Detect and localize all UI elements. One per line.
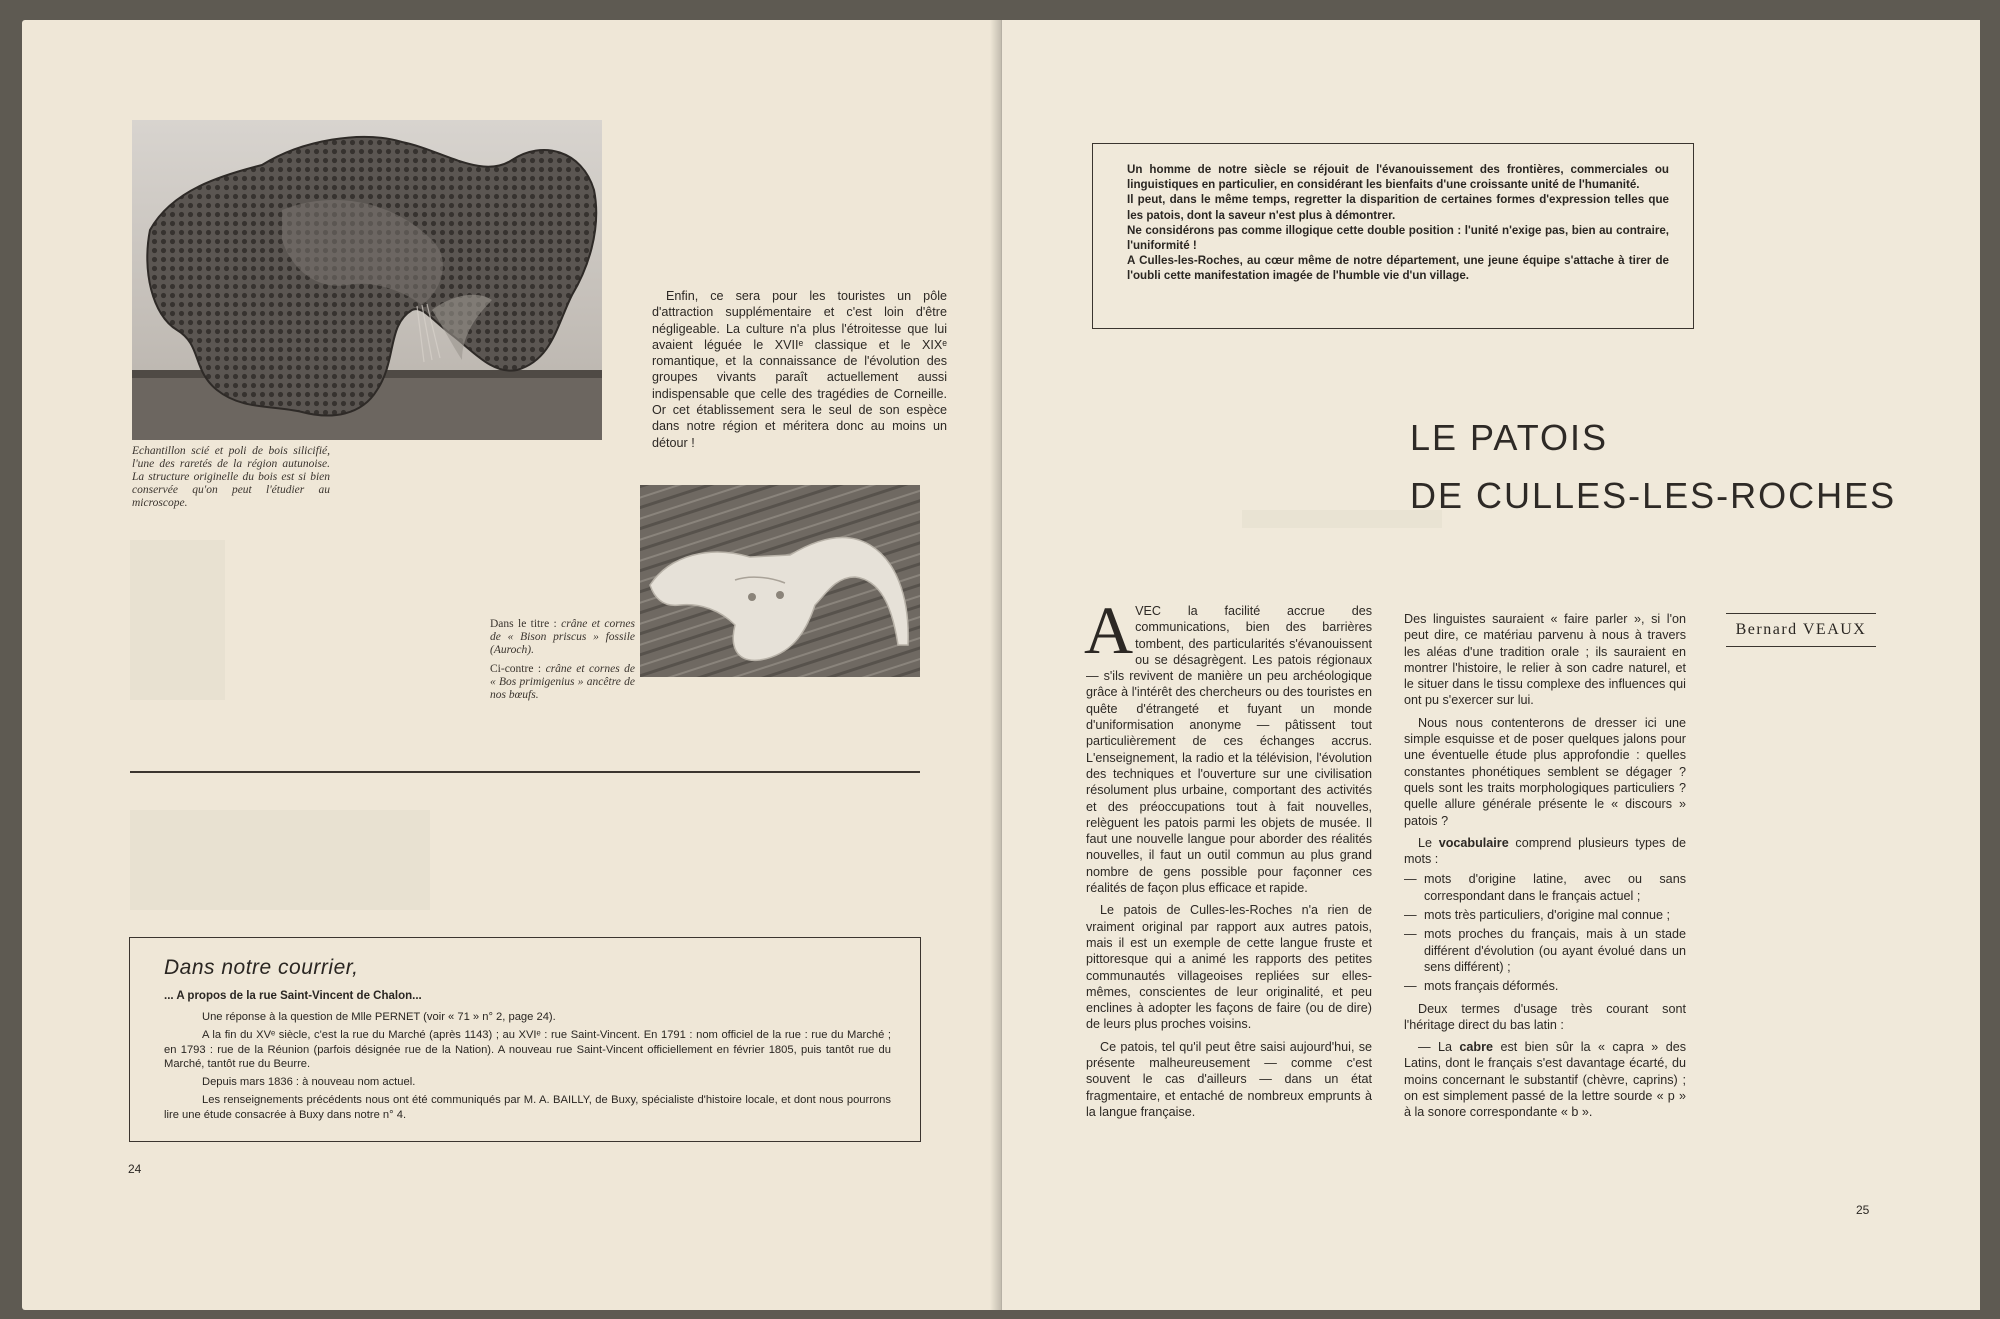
photo2-caption-contre-prefix: Ci-contre :: [490, 663, 542, 675]
col1-p1: [1084, 592, 1372, 896]
list-item: — mots d'origine latine, avec ou sans correspondant dans le français actuel ;: [1404, 871, 1686, 904]
author-name: Bernard VEAUX: [1735, 621, 1867, 638]
col2-p4: Deux termes d'usage très courant sont l'héritage direct du bas latin :: [1404, 1001, 1686, 1032]
courrier-box: [129, 937, 921, 1142]
courrier-p1: Une réponse à la question de Mlle PERNET (voir « 71 » n° 2, page 24).: [202, 1011, 556, 1023]
col2-p5: [1404, 1039, 1686, 1120]
intro-box-text: [1127, 162, 1669, 284]
page-number-right: 25: [1856, 1203, 1870, 1217]
courrier-subheading: ... A propos de la rue Saint-Vincent de Chalon...: [164, 990, 422, 1002]
show-through-mark: [130, 810, 430, 910]
petrified-wood-photo: [132, 120, 602, 440]
photo2-caption-contre: [490, 663, 635, 702]
skull-horns-photo: [640, 485, 920, 677]
section-divider: [130, 771, 920, 773]
col1-p3: Ce patois, tel qu'il peut être saisi aujourd'hui, se présente malheureusement — comme c'est souvent le cas d'ailleurs — dans un état fragmentaire, et entaché de nombreux emprunts à la langue française.: [1086, 1039, 1372, 1119]
photo2-caption-title-rest: crâne et cornes de « Bison priscus » fossile (Auroch).: [490, 618, 635, 656]
col1-p2: Le patois de Culles-les-Roches n'a rien de vraiment original par rapport aux autres patois, mais il est un exemple de cette langue fruste et pittoresque qui a animé les rapports des petites communautés villageoises repliées sur elles-mêmes, conscientes de leur originalité, et peu enclines à adopter les façons de faire (ou de dire) de leurs plus proches voisins.: [1086, 903, 1372, 1032]
intro-paragraph: [652, 288, 947, 451]
courrier-p3: Depuis mars 1836 : à nouveau nom actuel.: [202, 1076, 416, 1089]
list-item: — mots proches du français, mais à un stade différent d'évolution (ou ayant évolué dans un sens différent) ;: [1404, 926, 1686, 975]
right-page: [1002, 20, 1980, 1310]
photo2-caption-title: [490, 618, 635, 657]
intro-box-p4: A Culles-les-Roches, au cœur même de notre département, une jeune équipe s'attache à tirer de l'oubli cette manifestation imagée de l'humble vie d'un village.: [1127, 254, 1669, 283]
courrier-body: [164, 1010, 891, 1122]
article-title-line1: LE PATOIS: [1410, 417, 1609, 458]
drop-cap: A: [1084, 592, 1134, 668]
intro-box-p2: Il peut, dans le même temps, regretter la disparition de certaines formes d'expression telles que les patois, dont la saveur n'est plus à démontrer.: [1127, 193, 1669, 222]
col2-p5-before: — La: [1418, 1040, 1453, 1055]
article-title-line2: DE CULLES-LES-ROCHES: [1410, 475, 1897, 516]
intro-paragraph-text: Enfin, ce sera pour les touristes un pôle d'attraction supplémentaire et c'est loin d'être négligeable. La culture n'a plus l'étroitesse que lui avaient léguée le XVIIᵉ classique et le XIXᵉ romantique, et la connaissance de l'évolution des groupes vivants paraît actuellement aussi indispensable que celle des tragédies de Corneille. Or cet établissement sera le seul de son espèce dans notre région et méritera donc au moins un détour !: [652, 289, 947, 450]
col2-vocabulaire: vocabulaire: [1438, 835, 1509, 850]
show-through-mark: [130, 540, 225, 700]
col2-p2: Nous nous contenterons de dresser ici une simple esquisse et de poser quelques jalons pour une éventuelle étude plus approfondie : quelles constantes phonétiques semblent se dégager ? quels sont les traits morphologiques particuliers ? quelle allure générale présente le « discours » patois ?: [1404, 715, 1686, 828]
col2-p5-after: est bien sûr la « capra » des Latins, dont le français s'est davantage écarté, du moins concernant le substantif (chèvre, caprins) ; on est simplement passé de la lettre sourde « p » à la sonore correspondante « b ».: [1404, 1040, 1686, 1120]
list-item: — mots très particuliers, d'origine mal connue ;: [1404, 907, 1686, 923]
photo2-caption-contre-rest: crâne et cornes de « Bos primigenius » ancêtre de nos bœufs.: [490, 663, 636, 701]
courrier-p2: A la fin du XVᵉ siècle, c'est la rue du Marché (après 1143) ; au XVIᵉ : rue Saint-Vincent. En 1791 : nom officiel de la rue : rue du Marché ; en 1793 : rue de la Réunion (parfois désignée rue de la Nation). A nouveau rue Saint-Vincent officiellement en février 1805, puis tantôt rue du Marché, tantôt rue du Beurre.: [164, 1029, 891, 1070]
col2-p3-after: comprend plusieurs types de mots :: [1404, 835, 1687, 867]
photo1-caption: Echantillon scié et poli de bois silicifié, l'une des raretés de la région autunoise. La structure originelle du bois est si bien conservée qu'on peut l'étudier au microscope.: [132, 445, 330, 509]
page-number-left: 24: [128, 1162, 142, 1176]
word-types-list: [1404, 871, 1686, 994]
intro-box-p1: Un homme de notre siècle se réjouit de l'évanouissement des frontières, commerciales ou linguistiques en particulier, en considérant les bienfaits d'une croissante unité de l'humanité.: [1127, 163, 1669, 192]
col2-p1: Des linguistes sauraient « faire parler », si l'on peut dire, ce matériau parvenu à nous à travers les aléas d'une tradition orale ; ils sauraient en montrer l'histoire, le relier à son cadre naturel, et le situer dans le tissu complexe des influences qui ont pu s'exercer sur lui.: [1404, 612, 1686, 708]
col2-cabre: cabre: [1459, 1040, 1494, 1055]
col1-p1-text: VEC la facilité accrue des communications, bien des barrières tombent, des particularités s'évanouissent ou se désagrègent. Les patois régionaux — s'ils revivent de manière un peu archéologique grâce à l'intérêt des chercheurs ou des touristes en quête d'étrangeté et fuyant un monde d'uniformisation anonyme — pâtissent tout particulièrement de ces échanges accrus. L'enseignement, la radio et la télévision, l'évolution des techniques et l'ouverture sur une civilisation résolument plus urbaine, comportant des activités et des préoccupations tout à fait nouvelles, relèguent les patois parmi les objets de musée. Il faut une nouvelle langue pour aborder des réalités nouvelles, il faut un outil commun au plus grand nombre de gens possible pour façonner ces réalités de façon plus efficace et rapide.: [1086, 604, 1372, 896]
photo2-caption: [490, 618, 635, 702]
skull-horns-image: [640, 485, 920, 677]
col2-p3: [1404, 835, 1686, 868]
intro-box-p3: Ne considérons pas comme illogique cette double position : l'unité n'exige pas, bien au contraire, l'uniformité !: [1127, 223, 1669, 253]
article-column-2: [1404, 611, 1686, 1121]
courrier-heading: Dans notre courrier,: [164, 956, 359, 979]
author-block: [1726, 613, 1876, 647]
col2-p3-before: Le: [1418, 835, 1433, 850]
intro-box: [1092, 143, 1694, 329]
article-column-1: [1084, 592, 1372, 1120]
left-page: [22, 20, 1002, 1310]
petrified-wood-image: [132, 120, 602, 440]
list-item: — mots français déformés.: [1404, 978, 1686, 994]
photo2-caption-title-prefix: Dans le titre :: [490, 618, 557, 630]
courrier-p4: Les renseignements précédents nous ont été communiqués par M. A. BAILLY, de Buxy, spécialiste d'histoire locale, et dont nous pourrons lire une étude consacrée à Buxy dans notre n° 4.: [164, 1094, 891, 1121]
